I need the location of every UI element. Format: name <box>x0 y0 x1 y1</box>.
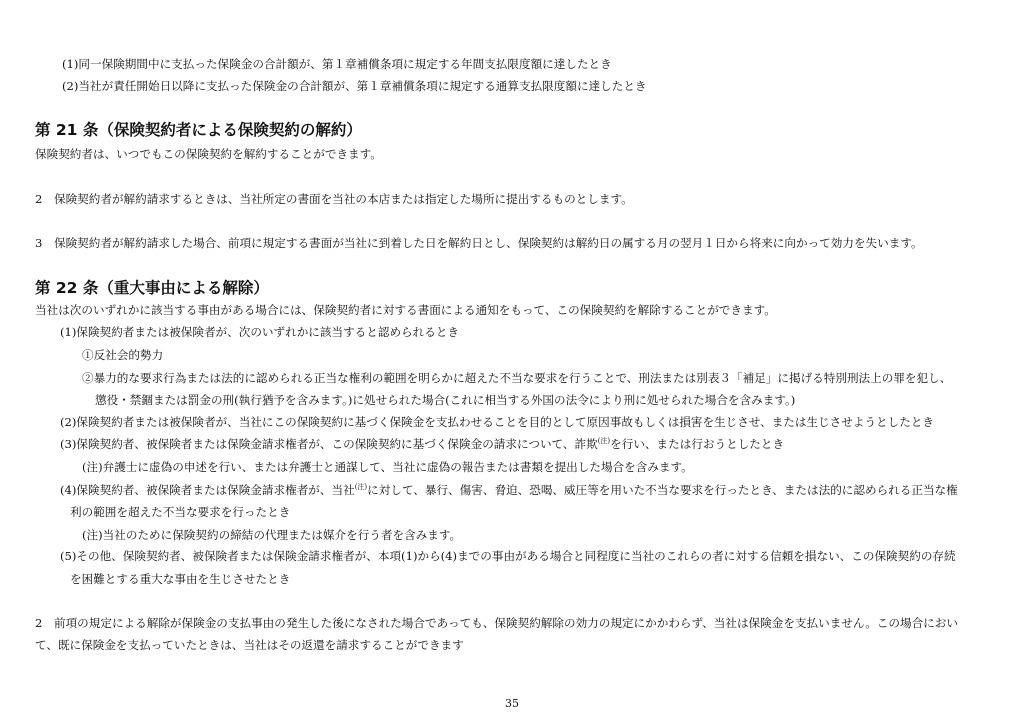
article-22-item-1: (1)保険契約者または被保険者が、次のいずれかに該当すると認められるとき <box>60 325 460 339</box>
clause-item-2: (2)当社が責任開始日以降に支払った保険金の合計額が、第１章補償条項に規定する通算支払限度額に達したとき <box>62 79 647 93</box>
article-22-item-3-note: (注)弁護士に虚偽の申述を行い、または弁護士と通謀して、当社に虚偽の報告または書類を提出した場合を含みます。 <box>82 460 693 474</box>
footnote-marker: (注) <box>354 483 368 491</box>
page-number: 35 <box>505 697 519 710</box>
article-22-item-2: (2)保険契約者または被保険者が、当社にこの保険契約に基づく保険金を支払わせることを目的として原因事故もしくは損害を生じさせ、または生じさせようとしたとき <box>60 415 935 429</box>
article-22-item-5: (5)その他、保険契約者、被保険者または保険金請求権者が、本項(1)から(4)までの事由がある場合と同程度に当社のこれらの者に対する信頼を損ない、この保険契約の存続 <box>60 549 956 563</box>
clause-item-1: (1)同一保険期間中に支払った保険金の合計額が、第１章補償条項に規定する年間支払限度額に達したとき <box>62 57 612 71</box>
article-21-heading: 第 21 条（保険契約者による保険契約の解約） <box>35 121 362 139</box>
article-22-item-3 <box>60 436 784 452</box>
article-21-paragraph-2: 2 保険契約者が解約請求するときは、当社所定の書面を当社の本店または指定した場所に提出するものとします。 <box>35 192 633 206</box>
article-22-paragraph-2: 2 前項の規定による解除が保険金の支払事由の発生した後になされた場合であっても、保険契約解除の効力の規定にかかわらず、当社は保険金を支払いません。この場合におい <box>35 616 958 630</box>
article-22-item-4-text-b: に対して、暴行、傷害、脅迫、恐喝、威圧等を用いた不当な要求を行ったとき、または法的に認められる正当な権 <box>367 483 958 497</box>
article-22-item-1-sub-2-cont: 懲役・禁錮または罰金の刑(執行猶予を含みます。)に処せられた場合(これに相当する外国の法令により刑に処せられた場合を含みます。) <box>95 393 796 407</box>
article-22-item-3-text-b: を行い、または行おうとしたとき <box>610 437 785 451</box>
article-22-item-5-cont: を困難とする重大な事由を生じさせたとき <box>70 572 291 586</box>
article-22-item-1-sub-1: ①反社会的勢力 <box>82 348 164 362</box>
article-21-paragraph-1: 保険契約者は、いつでもこの保険契約を解約することができます。 <box>35 147 382 161</box>
article-22-intro: 当社は次のいずれかに該当する事由がある場合には、保険契約者に対する書面による通知をもって、この保険契約を解除することができます。 <box>35 303 776 317</box>
article-22-item-4-note: (注)当社のために保険契約の締結の代理または媒介を行う者を含みます。 <box>82 528 462 542</box>
footnote-marker: (注) <box>597 437 611 445</box>
article-22-item-4-text-a: (4)保険契約者、被保険者または保険金請求権者が、当社 <box>60 483 355 497</box>
article-22-paragraph-2-cont: て、既に保険金を支払っていたときは、当社はその返還を請求することができます <box>35 638 464 652</box>
article-22-item-4 <box>60 482 958 498</box>
article-22-heading: 第 22 条（重大事由による解除） <box>35 279 269 297</box>
article-22-item-4-cont: 利の範囲を超えた不当な要求を行ったとき <box>70 505 291 519</box>
article-22-item-1-sub-2: ②暴力的な要求行為または法的に認められる正当な権利の範囲を明らかに超えた不当な要求を行うことで、刑法または別表３「補足」に掲げる特別刑法上の罪を犯し、 <box>82 371 952 385</box>
article-22-item-3-text-a: (3)保険契約者、被保険者または保険金請求権者が、この保険契約に基づく保険金の請求について、詐欺 <box>60 437 598 451</box>
article-21-paragraph-3: 3 保険契約者が解約請求した場合、前項に規定する書面が当社に到着した日を解約日とし、保険契約は解約日の属する月の翌月１日から将来に向かって効力を失います。 <box>35 236 923 250</box>
